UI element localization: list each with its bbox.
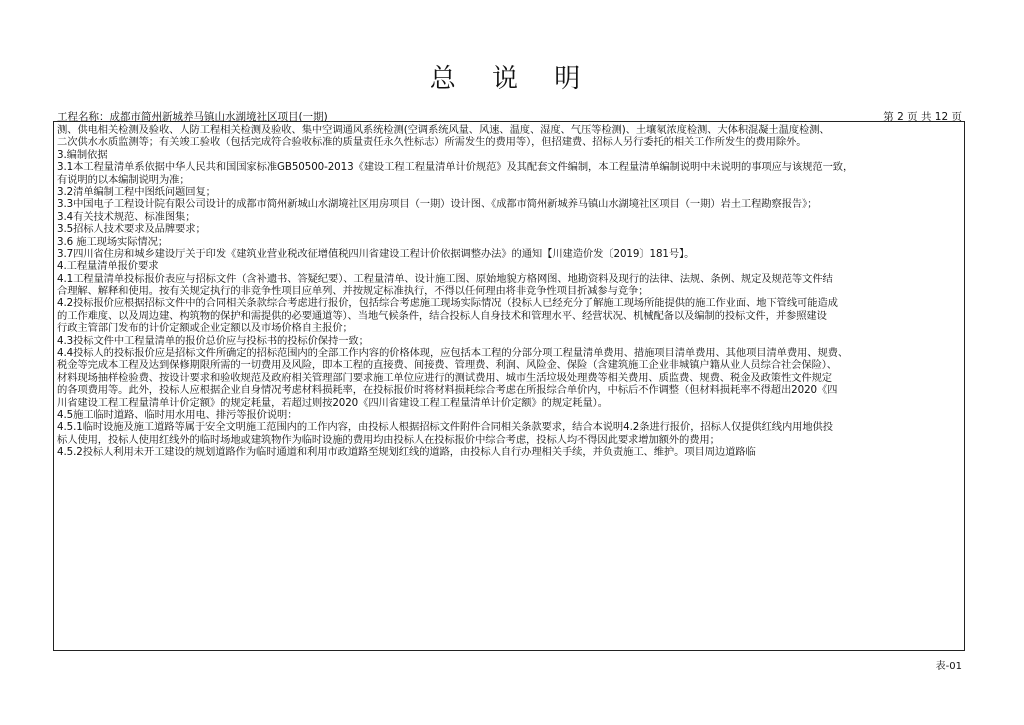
text-line: 4.2投标报价应根据招标文件中的合同相关条款综合考虑进行报价，包括综合考虑施工现场实际情况（投标人已经充分了解施工现场所能提供的施工作业面、地下管线可能造成 bbox=[57, 297, 838, 310]
text-line: 材料现场抽样检验费、按设计要求和验收规范及政府相关管理部门要求施工单位应进行的测试费用、城市生活垃圾处理费等相关费用、质监费、规费、税金及政策性文件规定 bbox=[57, 371, 832, 384]
text-line: 3.5招标人技术要求及品牌要求； bbox=[57, 223, 206, 236]
text-line: 合理解、解释和使用。按有关规定执行的非竞争性项目应单列、并按规定标准执行，不得以任何理由将非竞争性项目折减参与竞争； bbox=[57, 285, 649, 298]
text-line: 税金等完成本工程及达到保修期限所需的一切费用及风险，即本工程的直接费、间接费、管理费、利润、风险金、保险（含建筑施工企业非城镇户籍从业人员综合社会保险）、 bbox=[57, 359, 838, 372]
text-line: 有说明的以本编制说明为准； bbox=[57, 173, 190, 186]
text-line: 标人使用，投标人使用红线外的临时场地或建筑物作为临时设施的费用均由投标人在投标报价中综合考虑，投标人均不得因此要求增加额外的费用； bbox=[57, 433, 720, 446]
project-name: 工程名称：成都市简州新城养马镇山水湖境社区项目(一期) bbox=[57, 111, 328, 123]
text-line: 二次供水水质监测等；有关竣工验收（包括完成符合验收标准的质量责任永久性标志）所需发生的费用等），但招建费、招标人另行委托的相关工作所发生的费用除外。 bbox=[57, 136, 807, 149]
text-line: 川省建设工程工程量清单计价定额》的规定耗量，若超过则按2020《四川省建设工程工程量清单计价定额》的规定耗量）。 bbox=[57, 396, 608, 409]
text-line: 3.4有关技术规范、标准图集； bbox=[57, 210, 196, 223]
content-frame bbox=[53, 121, 965, 651]
text-line: 4.5.2投标人利用未开工建设的规划道路作为临时通道和利用市政道路至规划红线的道路，由投标人自行办理相关手续，并负责施工、维护。项目周边道路临 bbox=[57, 446, 756, 459]
text-line: 4.4投标人的投标报价应是招标文件所确定的招标范围内的全部工作内容的价格体现，应包括本工程的分部分项工程量清单费用、措施项目清单费用、其他项目清单费用、规费、 bbox=[57, 347, 849, 360]
text-line: 4.1工程量清单投标报价表应与招标文件（含补遗书、答疑纪要）、工程量清单、设计施工图、原始地貌方格网图、地勘资料及现行的法律、法规、条例、规定及规范等文件结 bbox=[57, 272, 833, 285]
text-line: 3.3中国电子工程设计院有限公司设计的成都市简州新城山水湖境社区用房项目（一期）设计图、《成都市简州新城养马镇山水湖境社区项目（一期）岩土工程勘察报告》； bbox=[57, 198, 818, 211]
text-line: 的工作难度、以及周边建、构筑物的保护和需提供的必要通道等）、当地气候条件，结合投标人自身技术和管理水平、经营状况、机械配备以及编制的投标文件，并参照建设 bbox=[57, 309, 827, 322]
text-line: 测、供电相关检测及验收、人防工程相关检测及验收、集中空调通风系统检测(空调系统风量、风速、温度、湿度、气压等检测)、土壤氡浓度检测、大体积混凝土温度检测、 bbox=[57, 124, 830, 136]
text-line: 4.工程量清单报价要求 bbox=[57, 260, 159, 273]
page-title: 总 说 明 bbox=[429, 64, 595, 94]
text-line: 4.5.1临时设施及施工道路等属于安全文明施工范围内的工作内容，由投标人根据招标文件附件合同相关条款要求，结合本说明4.2条进行报价，招标人仅提供红线内用地供投 bbox=[57, 421, 833, 434]
text-line: 3.2清单编制工程中图纸问题回复； bbox=[57, 185, 216, 198]
text-line: 4.5施工临时道路、临时用水用电、排污等报价说明： bbox=[57, 408, 298, 421]
page-number: 第 2 页 共 12 页 bbox=[883, 111, 962, 123]
description-body bbox=[57, 124, 961, 459]
text-line: 4.3投标文件中工程量清单的报价总价应与投标书的投标价保持一致； bbox=[57, 334, 369, 347]
table-code: 表-01 bbox=[935, 661, 962, 672]
text-line: 3.编制依据 bbox=[57, 148, 108, 161]
text-line: 3.7四川省住房和城乡建设厅关于印发《建筑业营业税改征增值税四川省建设工程计价依据调整办法》的通知【川建造价发〔2019〕181号】。 bbox=[57, 247, 695, 260]
text-line: 的各项费用等。此外，投标人应根据企业自身情况考虑材料损耗率，在投标报价时将材料损耗综合考虑在所报综合单价内，中标后不作调整（但材料损耗率不得超出2020《四 bbox=[57, 384, 838, 397]
text-line: 行政主管部门发布的计价定额或企业定额以及市场价格自主报价； bbox=[57, 322, 353, 335]
text-line: 3.6 施工现场实际情况； bbox=[57, 235, 169, 248]
text-line: 3.1本工程量清单系依据中华人民共和国国家标准GB50500-2013《建设工程工程量清单计价规范》及其配套文件编制，本工程量清单编制说明中未说明的事项应与该规范一致， bbox=[57, 161, 854, 174]
